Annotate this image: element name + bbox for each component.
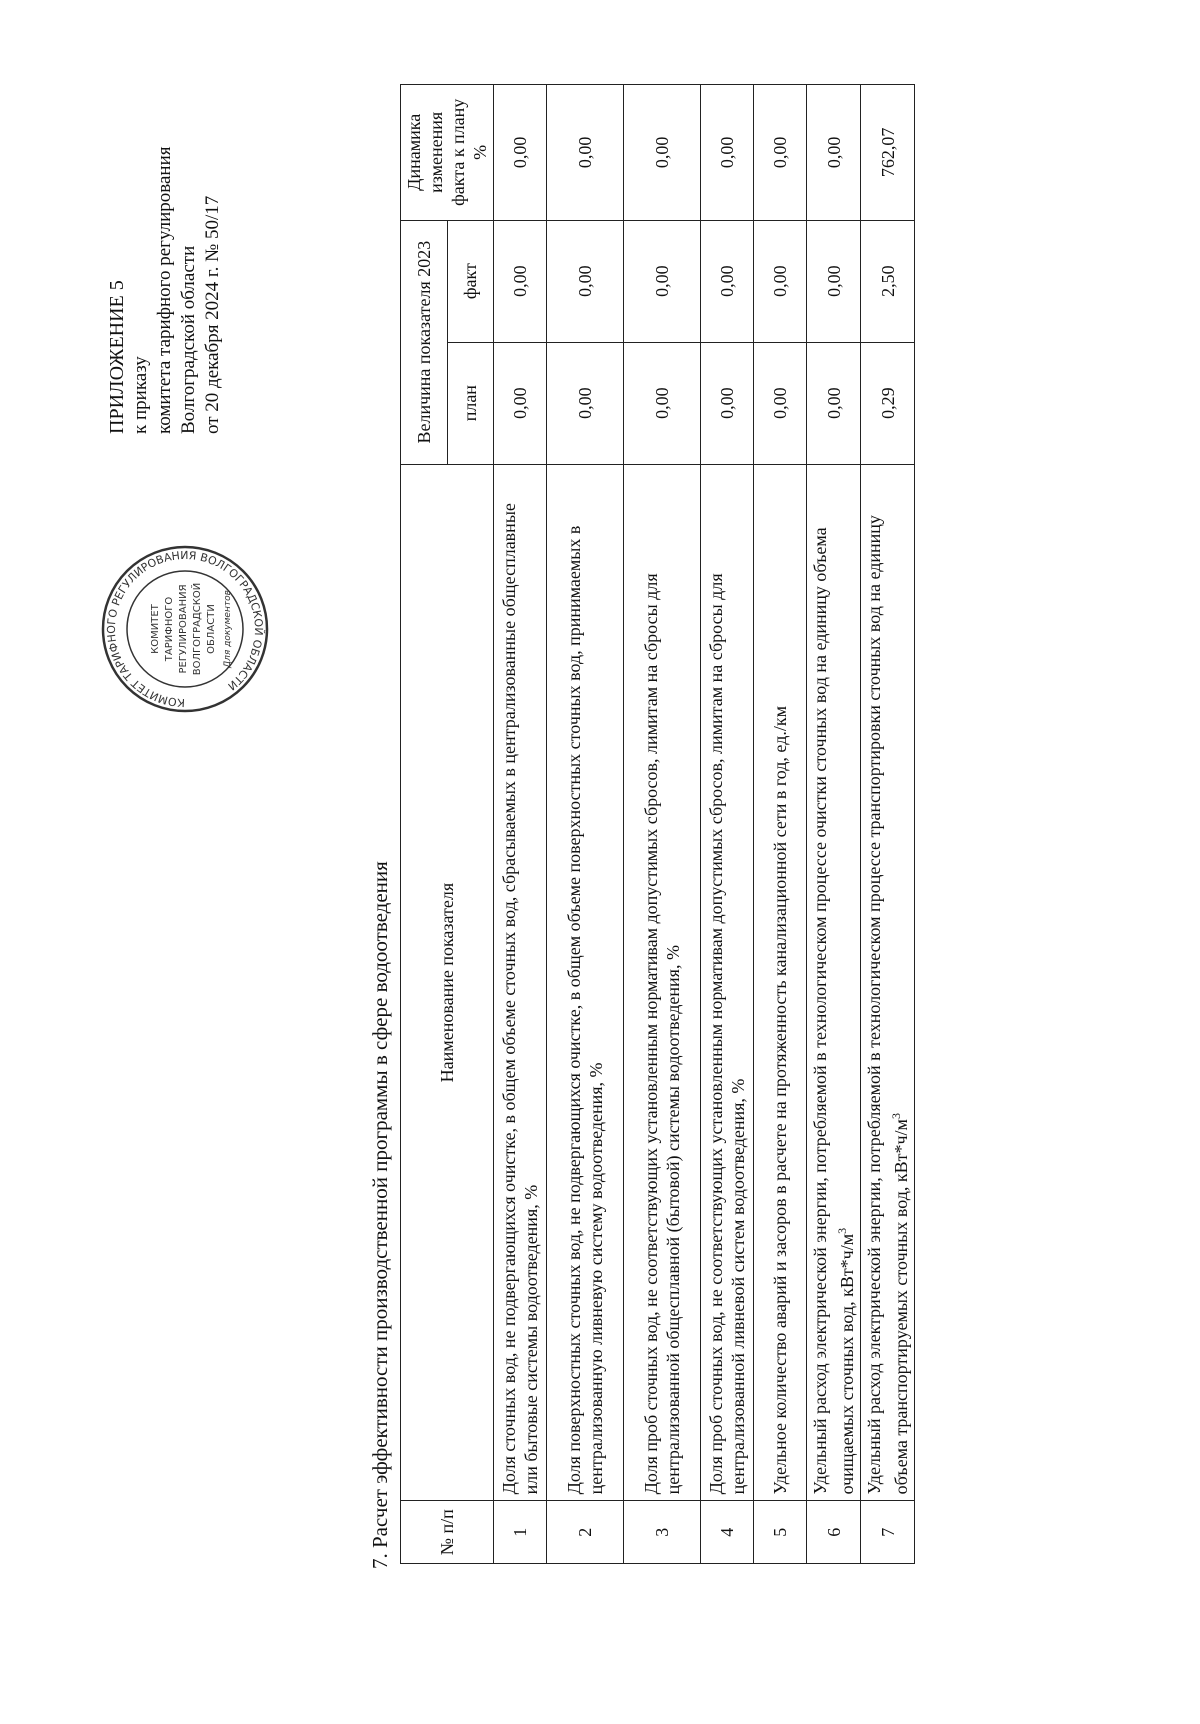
row-name: Доля сточных вод, не подвергающихся очистке, в общем объеме сточных вод, сбрасываемых в централизованные общесплавные или бытовые системы водоотведения, % bbox=[494, 464, 547, 1501]
row-plan: 0,29 bbox=[861, 342, 915, 464]
unit-superscript: 3 bbox=[889, 1113, 903, 1120]
row-dynamics: 0,00 bbox=[701, 85, 754, 221]
row-dynamics: 0,00 bbox=[494, 85, 547, 221]
row-name: Удельное количество аварий и засоров в расчете на протяженность канализационной сети в год, ед./км bbox=[754, 464, 807, 1501]
svg-text:КОМИТЕТ: КОМИТЕТ bbox=[150, 604, 161, 654]
annex-line-2: комитета тарифного регулирования bbox=[154, 146, 175, 434]
header-fact: факт bbox=[447, 220, 494, 342]
row-name-text: Удельный расход электрической энергии, потребляемой в технологическом процессе очистки сточных вод на единицу объема очищаемых сточных вод, кВт*ч/м bbox=[810, 527, 857, 1495]
svg-text:ВОЛГОГРАДСКОЙ: ВОЛГОГРАДСКОЙ bbox=[192, 582, 203, 676]
row-plan: 0,00 bbox=[807, 342, 861, 464]
row-name: Доля проб сточных вод, не соответствующих установленным нормативам допустимых сбросов, лимитам на сбросы для централизованной ливневой систем водоотведения, % bbox=[701, 464, 754, 1501]
annex-block bbox=[105, 146, 225, 434]
svg-text:РЕГУЛИРОВАНИЯ: РЕГУЛИРОВАНИЯ bbox=[178, 584, 189, 674]
row-dynamics: 0,00 bbox=[547, 85, 624, 221]
row-num: 5 bbox=[754, 1501, 807, 1564]
row-num: 3 bbox=[624, 1501, 701, 1564]
row-plan: 0,00 bbox=[701, 342, 754, 464]
row-dynamics: 0,00 bbox=[807, 85, 861, 221]
annex-title: ПРИЛОЖЕНИЕ 5 bbox=[106, 280, 128, 434]
table-row bbox=[861, 85, 915, 1564]
section-heading: 7. Расчет эффективности производственной программы в сфере водоотведения bbox=[368, 861, 392, 1569]
row-name bbox=[861, 464, 915, 1501]
row-fact: 0,00 bbox=[494, 220, 547, 342]
row-dynamics: 0,00 bbox=[624, 85, 701, 221]
header-dynamics: Динамика изменения факта к плану % bbox=[401, 85, 494, 221]
row-dynamics: 0,00 bbox=[754, 85, 807, 221]
row-fact: 2,50 bbox=[861, 220, 915, 342]
row-plan: 0,00 bbox=[494, 342, 547, 464]
annex-line-1: к приказу bbox=[130, 356, 151, 434]
row-dynamics: 762,07 bbox=[861, 85, 915, 221]
row-fact: 0,00 bbox=[807, 220, 861, 342]
table-row bbox=[624, 85, 701, 1564]
row-name: Доля проб сточных вод, не соответствующих установленным нормативам допустимых сбросов, лимитам на сбросы для централизованной общесплавной (бытовой) системы водоотведения, % bbox=[624, 464, 701, 1501]
header-name: Наименование показателя bbox=[401, 464, 494, 1501]
row-plan: 0,00 bbox=[624, 342, 701, 464]
row-name bbox=[807, 464, 861, 1501]
header-value-group: Величина показателя 2023 bbox=[401, 220, 448, 464]
table-row bbox=[547, 85, 624, 1564]
row-num: 1 bbox=[494, 1501, 547, 1564]
row-num: 6 bbox=[807, 1501, 861, 1564]
row-plan: 0,00 bbox=[547, 342, 624, 464]
row-name-text: Удельный расход электрической энергии, потребляемой в технологическом процессе транспортировки сточных вод на единицу объема транспортируемых сточных вод, кВт*ч/м bbox=[864, 515, 911, 1495]
svg-text:ОБЛАСТИ: ОБЛАСТИ bbox=[206, 604, 217, 654]
svg-text:ТАРИФНОГО: ТАРИФНОГО bbox=[164, 596, 175, 662]
row-fact: 0,00 bbox=[701, 220, 754, 342]
table-row bbox=[754, 85, 807, 1564]
row-fact: 0,00 bbox=[754, 220, 807, 342]
svg-text:КОМИТЕТ ТАРИФНОГО РЕГУЛИРОВАНИ: КОМИТЕТ ТАРИФНОГО РЕГУЛИРОВАНИЯ ВОЛГОГРАДСКОЙ ОБЛАСТИ bbox=[104, 548, 266, 710]
table-row bbox=[807, 85, 861, 1564]
header-num: № п/п bbox=[401, 1501, 494, 1564]
row-fact: 0,00 bbox=[624, 220, 701, 342]
row-num: 2 bbox=[547, 1501, 624, 1564]
annex-line-4: от 20 декабря 2024 г. № 50/17 bbox=[202, 195, 223, 434]
table-row bbox=[701, 85, 754, 1564]
row-fact: 0,00 bbox=[547, 220, 624, 342]
annex-line-3: Волгоградской области bbox=[178, 245, 199, 434]
table-row bbox=[494, 85, 547, 1564]
row-plan: 0,00 bbox=[754, 342, 807, 464]
header-plan: план bbox=[447, 342, 494, 464]
svg-text:Для документов: Для документов bbox=[223, 590, 233, 668]
row-num: 7 bbox=[861, 1501, 915, 1564]
row-num: 4 bbox=[701, 1501, 754, 1564]
unit-superscript: 3 bbox=[835, 1227, 849, 1234]
official-seal bbox=[100, 544, 270, 714]
row-name: Доля поверхностных сточных вод, не подвергающихся очистке, в общем объеме поверхностных сточных вод, принимаемых в централизованную ливневую систему водоотведения, % bbox=[547, 464, 624, 1501]
indicators-table bbox=[400, 84, 915, 1564]
